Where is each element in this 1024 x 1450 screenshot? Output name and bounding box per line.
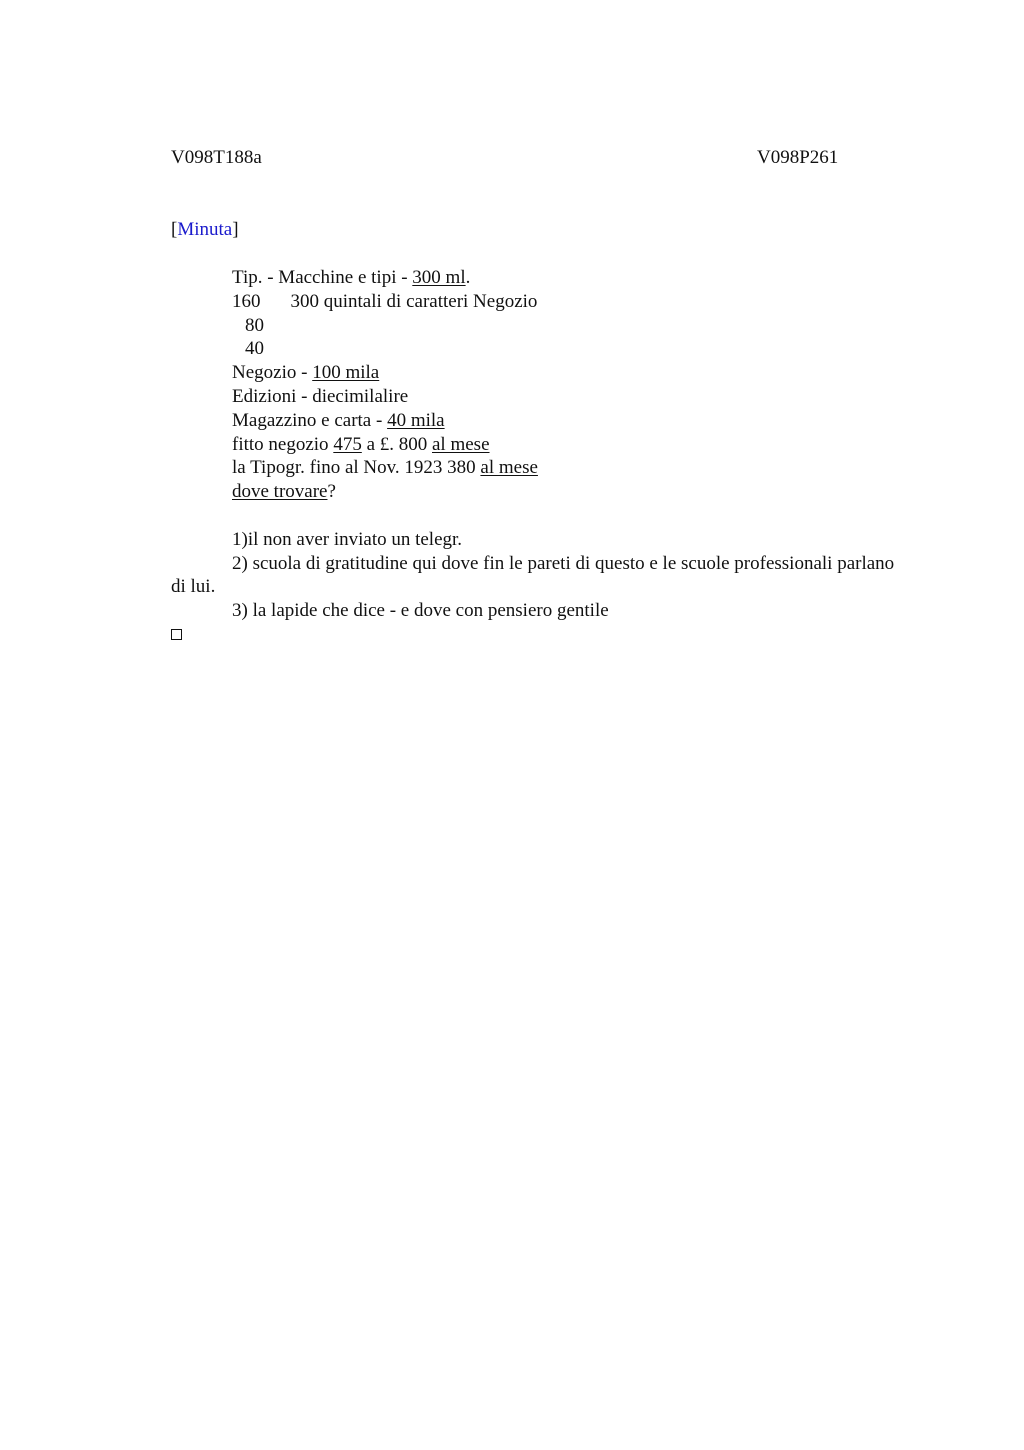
line-tipogr: la Tipogr. fino al Nov. 1923 380 al mese: [232, 457, 538, 479]
line-dove-trovare: dove trovare?: [232, 481, 336, 503]
line-80: 80: [245, 314, 264, 336]
square-outline-icon: [171, 629, 182, 640]
open-bracket: [: [171, 219, 178, 240]
document-code-right: V098P261: [757, 147, 839, 168]
line-quintali: 160 300 quintali di caratteri Negozio: [232, 290, 538, 312]
line-40: 40: [245, 338, 264, 360]
minuta-link[interactable]: Minuta: [177, 219, 233, 240]
document-body: [171, 266, 901, 647]
line-fitto: fitto negozio 475 a £. 800 al mese: [232, 433, 490, 455]
point-1: 1)il non aver inviato un telegr.: [232, 528, 463, 550]
minuta-label: [171, 218, 239, 242]
line-tipografia: Tip. - Macchine e tipi - 300 ml.: [232, 267, 471, 288]
document-code-left: V098T188a: [171, 147, 262, 168]
close-bracket: ]: [232, 219, 239, 240]
spacer: [171, 504, 901, 528]
point-3: 3) la lapide che dice - e dove con pensiero gentile: [232, 600, 609, 622]
line-magazzino: Magazzino e carta - 40 mila: [232, 409, 445, 431]
line-negozio: Negozio - 100 mila: [232, 362, 380, 384]
line-edizioni: Edizioni - diecimilalire: [232, 385, 409, 407]
end-mark: [171, 623, 901, 647]
point-2: 2) scuola di gratitudine qui dove fin le pareti di questo e le scuole professionali parlano di lui.: [171, 552, 895, 598]
